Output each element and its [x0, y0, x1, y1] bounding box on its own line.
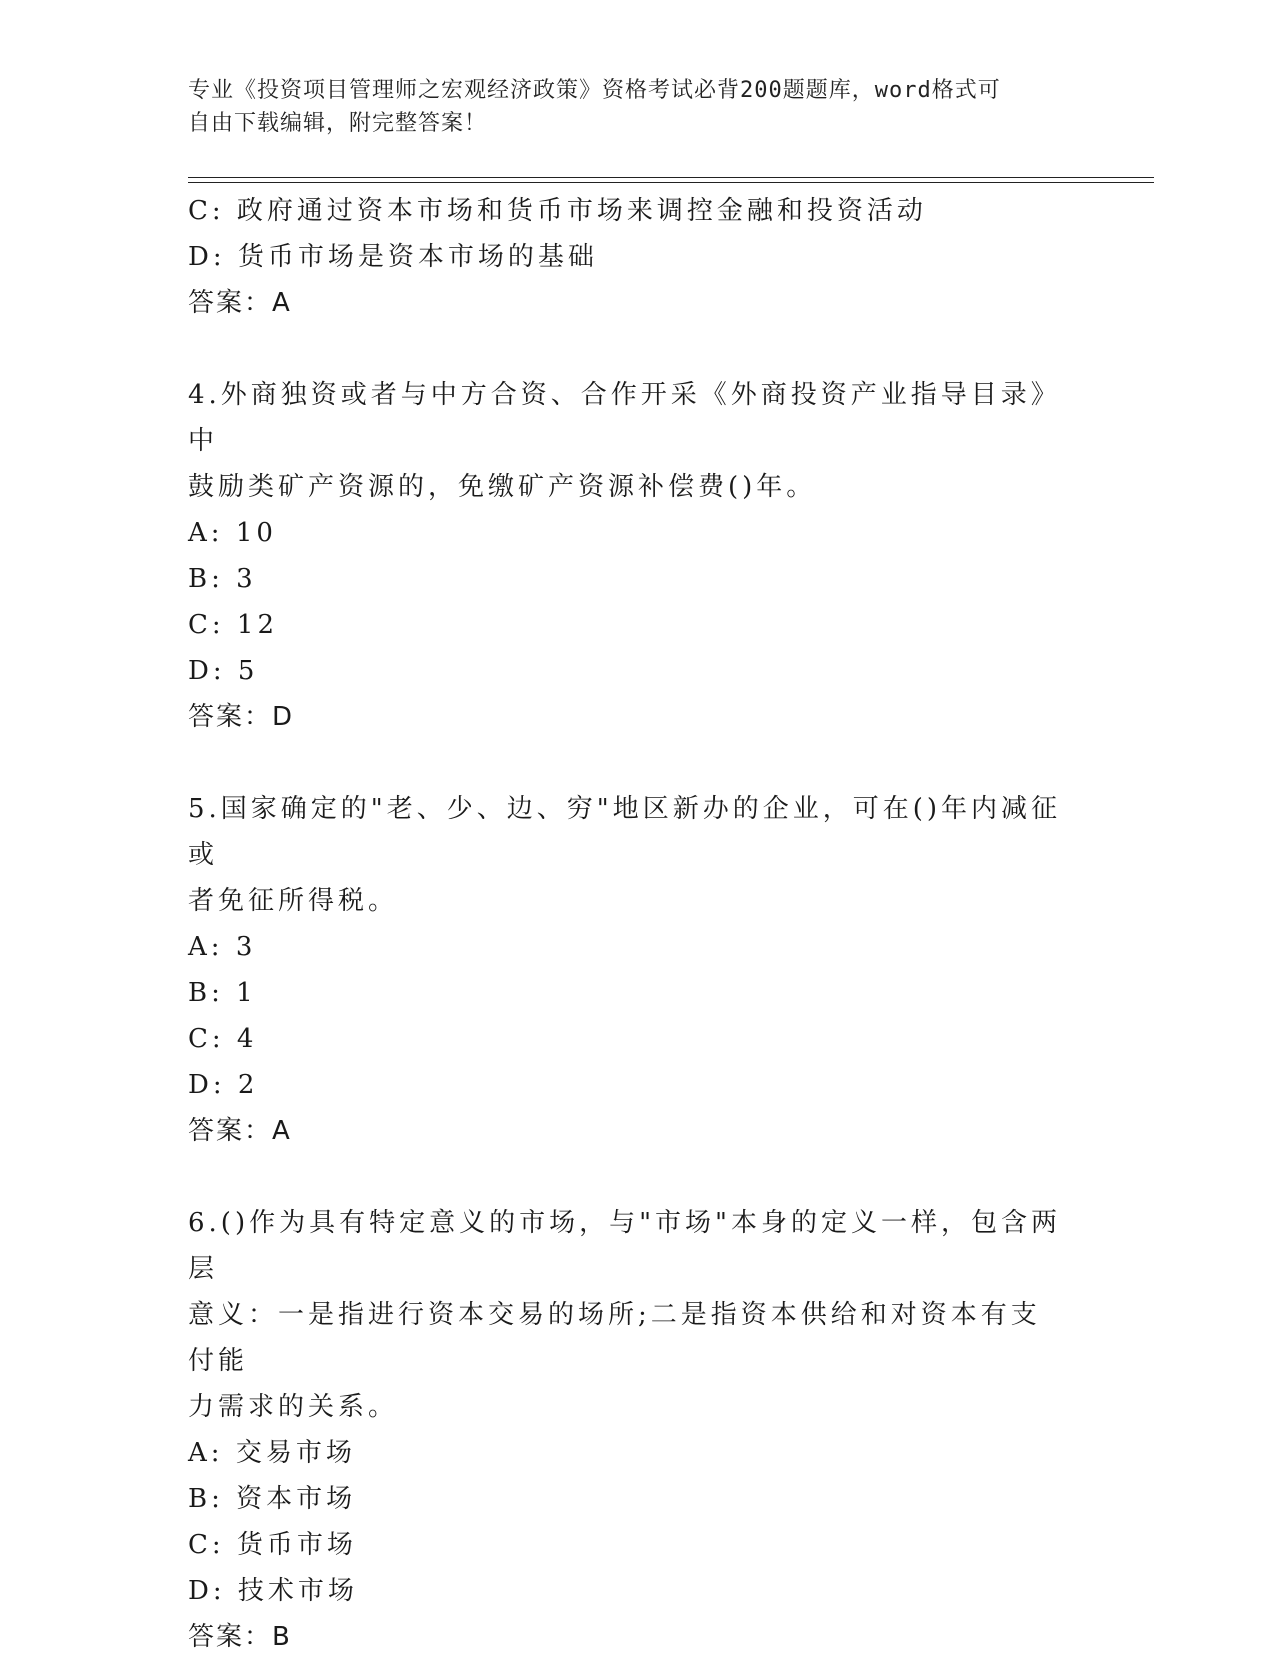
question-block	[188, 786, 1088, 1154]
header-line-2: 自由下载编辑，附完整答案！	[188, 111, 488, 136]
option-line	[188, 1522, 1088, 1568]
option-text: 1	[236, 978, 257, 1008]
option-label: C:	[188, 1024, 225, 1054]
option-text: 5	[237, 656, 259, 686]
option-label: C:	[188, 1530, 225, 1560]
option-line	[188, 234, 1088, 280]
header-divider-top	[188, 177, 1154, 178]
option-text: 资本市场	[236, 1484, 357, 1514]
document-header	[188, 74, 1068, 140]
option-text: 货币市场	[236, 1530, 357, 1560]
answer-line: 答案：D	[188, 702, 295, 732]
option-text: 技术市场	[237, 1576, 358, 1606]
option-text: 4	[236, 1024, 258, 1054]
option-label: D:	[188, 656, 226, 686]
option-text: 3	[235, 932, 257, 962]
option-line	[188, 924, 1088, 970]
option-line	[188, 648, 1088, 694]
question-stem-line: 鼓励类矿产资源的，免缴矿产资源补偿费()年。	[188, 472, 817, 502]
option-text: 3	[236, 564, 257, 594]
option-line	[188, 970, 1088, 1016]
header-line-1: 专业《投资项目管理师之宏观经济政策》资格考试必背200题题库，word格式可	[188, 78, 1001, 103]
question-stem-line: 5.国家确定的"老、少、边、穷"地区新办的企业，可在()年内减征或	[188, 794, 1062, 870]
option-label: C:	[188, 610, 225, 640]
option-line	[188, 1062, 1088, 1108]
option-label: B:	[188, 564, 224, 594]
option-text: 交易市场	[235, 1438, 356, 1468]
option-label: B:	[188, 978, 224, 1008]
option-label: B:	[188, 1484, 224, 1514]
spacer	[188, 1154, 1088, 1200]
question-block	[188, 1200, 1088, 1660]
question-stem-line: 4.外商独资或者与中方合资、合作开采《外商投资产业指导目录》中	[188, 380, 1061, 456]
header-divider-bottom	[188, 182, 1154, 183]
option-line	[188, 1476, 1088, 1522]
answer-line: 答案：A	[188, 288, 292, 318]
question-stem-line: 6.()作为具有特定意义的市场，与"市场"本身的定义一样，包含两层	[188, 1208, 1062, 1284]
question-stem-line: 者免征所得税。	[188, 886, 399, 916]
option-text: 2	[237, 1070, 259, 1100]
option-label: D:	[188, 1576, 226, 1606]
option-line	[188, 1430, 1088, 1476]
option-text: 12	[236, 610, 279, 640]
question-list	[188, 188, 1088, 1660]
question-stem-line: 意义：一是指进行资本交易的场所;二是指资本供给和对资本有支付能	[188, 1300, 1041, 1376]
question-block	[188, 372, 1088, 740]
question-block-partial	[188, 188, 1088, 326]
option-label: C:	[188, 196, 225, 226]
option-text: 货币市场是资本市场的基础	[237, 242, 598, 272]
answer-line: 答案：A	[188, 1116, 292, 1146]
option-line	[188, 510, 1088, 556]
question-stem-line: 力需求的关系。	[188, 1392, 399, 1422]
option-label: A:	[188, 1438, 224, 1468]
option-label: A:	[188, 518, 224, 548]
spacer	[188, 326, 1088, 372]
option-line	[188, 1568, 1088, 1614]
option-text: 10	[235, 518, 277, 548]
option-line	[188, 556, 1088, 602]
spacer	[188, 740, 1088, 786]
option-label: A:	[188, 932, 224, 962]
option-label: D:	[188, 1070, 226, 1100]
answer-line: 答案：B	[188, 1622, 292, 1652]
option-text: 政府通过资本市场和货币市场来调控金融和投资活动	[236, 196, 927, 226]
option-label: D:	[188, 242, 226, 272]
option-line	[188, 602, 1088, 648]
option-line	[188, 188, 1088, 234]
option-line	[188, 1016, 1088, 1062]
